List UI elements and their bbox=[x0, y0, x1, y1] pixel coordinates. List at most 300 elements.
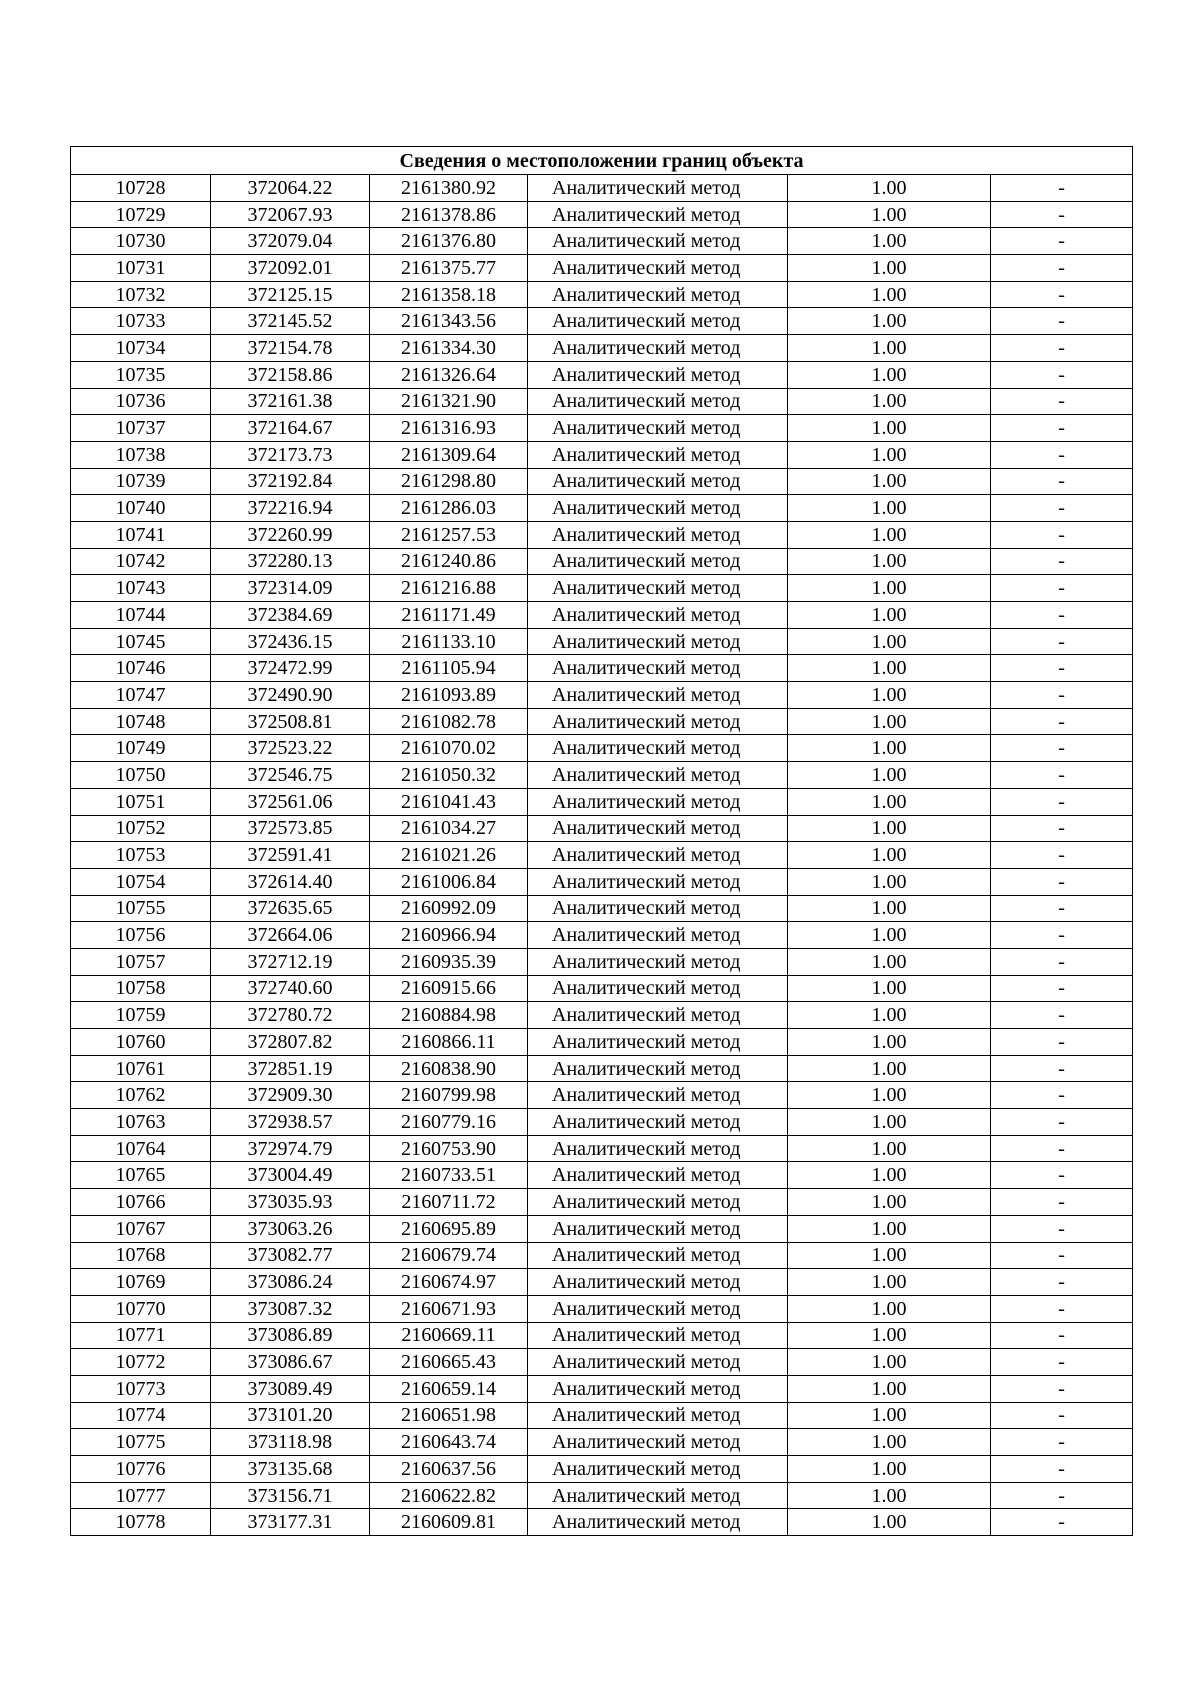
point-number-cell: 10770 bbox=[71, 1295, 211, 1322]
method-cell: Аналитический метод bbox=[528, 1429, 788, 1456]
point-number-cell: 10775 bbox=[71, 1429, 211, 1456]
table-row bbox=[71, 228, 1133, 255]
point-number-cell: 10762 bbox=[71, 1082, 211, 1109]
y-coordinate-cell: 2160966.94 bbox=[370, 922, 528, 949]
table-row bbox=[71, 1002, 1133, 1029]
accuracy-cell: 1.00 bbox=[788, 361, 991, 388]
description-cell: - bbox=[991, 1349, 1133, 1376]
point-number-cell: 10732 bbox=[71, 281, 211, 308]
point-number-cell: 10753 bbox=[71, 842, 211, 869]
table-row bbox=[71, 175, 1133, 202]
x-coordinate-cell: 372216.94 bbox=[211, 495, 370, 522]
method-cell: Аналитический метод bbox=[528, 922, 788, 949]
accuracy-cell: 1.00 bbox=[788, 281, 991, 308]
point-number-cell: 10735 bbox=[71, 361, 211, 388]
description-cell: - bbox=[991, 495, 1133, 522]
method-cell: Аналитический метод bbox=[528, 308, 788, 335]
method-cell: Аналитический метод bbox=[528, 1215, 788, 1242]
method-cell: Аналитический метод bbox=[528, 708, 788, 735]
table-body bbox=[71, 175, 1133, 1536]
x-coordinate-cell: 372635.65 bbox=[211, 895, 370, 922]
method-cell: Аналитический метод bbox=[528, 1029, 788, 1056]
description-cell: - bbox=[991, 788, 1133, 815]
table-row bbox=[71, 281, 1133, 308]
description-cell: - bbox=[991, 1242, 1133, 1269]
point-number-cell: 10754 bbox=[71, 868, 211, 895]
x-coordinate-cell: 373004.49 bbox=[211, 1162, 370, 1189]
y-coordinate-cell: 2160671.93 bbox=[370, 1295, 528, 1322]
point-number-cell: 10744 bbox=[71, 602, 211, 629]
point-number-cell: 10771 bbox=[71, 1322, 211, 1349]
table-row bbox=[71, 415, 1133, 442]
y-coordinate-cell: 2161380.92 bbox=[370, 175, 528, 202]
method-cell: Аналитический метод bbox=[528, 521, 788, 548]
description-cell: - bbox=[991, 1215, 1133, 1242]
point-number-cell: 10751 bbox=[71, 788, 211, 815]
point-number-cell: 10778 bbox=[71, 1509, 211, 1536]
description-cell: - bbox=[991, 1189, 1133, 1216]
table-row bbox=[71, 602, 1133, 629]
description-cell: - bbox=[991, 1402, 1133, 1429]
point-number-cell: 10763 bbox=[71, 1109, 211, 1136]
accuracy-cell: 1.00 bbox=[788, 948, 991, 975]
description-cell: - bbox=[991, 948, 1133, 975]
method-cell: Аналитический метод bbox=[528, 415, 788, 442]
description-cell: - bbox=[991, 521, 1133, 548]
method-cell: Аналитический метод bbox=[528, 1322, 788, 1349]
table-row bbox=[71, 1162, 1133, 1189]
x-coordinate-cell: 372712.19 bbox=[211, 948, 370, 975]
description-cell: - bbox=[991, 842, 1133, 869]
point-number-cell: 10767 bbox=[71, 1215, 211, 1242]
description-cell: - bbox=[991, 1509, 1133, 1536]
table-row bbox=[71, 1215, 1133, 1242]
y-coordinate-cell: 2161216.88 bbox=[370, 575, 528, 602]
accuracy-cell: 1.00 bbox=[788, 228, 991, 255]
y-coordinate-cell: 2161041.43 bbox=[370, 788, 528, 815]
description-cell: - bbox=[991, 468, 1133, 495]
accuracy-cell: 1.00 bbox=[788, 388, 991, 415]
table-row bbox=[71, 468, 1133, 495]
description-cell: - bbox=[991, 1429, 1133, 1456]
point-number-cell: 10777 bbox=[71, 1482, 211, 1509]
x-coordinate-cell: 372909.30 bbox=[211, 1082, 370, 1109]
y-coordinate-cell: 2161375.77 bbox=[370, 255, 528, 282]
method-cell: Аналитический метод bbox=[528, 1002, 788, 1029]
x-coordinate-cell: 372851.19 bbox=[211, 1055, 370, 1082]
x-coordinate-cell: 372067.93 bbox=[211, 201, 370, 228]
description-cell: - bbox=[991, 1082, 1133, 1109]
x-coordinate-cell: 373089.49 bbox=[211, 1375, 370, 1402]
point-number-cell: 10765 bbox=[71, 1162, 211, 1189]
accuracy-cell: 1.00 bbox=[788, 1349, 991, 1376]
point-number-cell: 10747 bbox=[71, 682, 211, 709]
point-number-cell: 10764 bbox=[71, 1135, 211, 1162]
y-coordinate-cell: 2161171.49 bbox=[370, 602, 528, 629]
accuracy-cell: 1.00 bbox=[788, 1215, 991, 1242]
table-row bbox=[71, 735, 1133, 762]
y-coordinate-cell: 2160866.11 bbox=[370, 1029, 528, 1056]
method-cell: Аналитический метод bbox=[528, 602, 788, 629]
accuracy-cell: 1.00 bbox=[788, 602, 991, 629]
y-coordinate-cell: 2160935.39 bbox=[370, 948, 528, 975]
accuracy-cell: 1.00 bbox=[788, 1055, 991, 1082]
x-coordinate-cell: 372314.09 bbox=[211, 575, 370, 602]
table-row bbox=[71, 895, 1133, 922]
x-coordinate-cell: 372260.99 bbox=[211, 521, 370, 548]
y-coordinate-cell: 2161082.78 bbox=[370, 708, 528, 735]
table-title-row bbox=[71, 147, 1133, 175]
table-row bbox=[71, 842, 1133, 869]
accuracy-cell: 1.00 bbox=[788, 1375, 991, 1402]
table-row bbox=[71, 575, 1133, 602]
y-coordinate-cell: 2160679.74 bbox=[370, 1242, 528, 1269]
description-cell: - bbox=[991, 762, 1133, 789]
x-coordinate-cell: 372164.67 bbox=[211, 415, 370, 442]
table-row bbox=[71, 788, 1133, 815]
point-number-cell: 10745 bbox=[71, 628, 211, 655]
description-cell: - bbox=[991, 922, 1133, 949]
method-cell: Аналитический метод bbox=[528, 1509, 788, 1536]
accuracy-cell: 1.00 bbox=[788, 1162, 991, 1189]
table-row bbox=[71, 1402, 1133, 1429]
point-number-cell: 10736 bbox=[71, 388, 211, 415]
method-cell: Аналитический метод bbox=[528, 1402, 788, 1429]
y-coordinate-cell: 2160665.43 bbox=[370, 1349, 528, 1376]
y-coordinate-cell: 2161133.10 bbox=[370, 628, 528, 655]
table-row bbox=[71, 1429, 1133, 1456]
y-coordinate-cell: 2160711.72 bbox=[370, 1189, 528, 1216]
description-cell: - bbox=[991, 708, 1133, 735]
table-row bbox=[71, 762, 1133, 789]
accuracy-cell: 1.00 bbox=[788, 1189, 991, 1216]
point-number-cell: 10728 bbox=[71, 175, 211, 202]
accuracy-cell: 1.00 bbox=[788, 735, 991, 762]
method-cell: Аналитический метод bbox=[528, 1482, 788, 1509]
method-cell: Аналитический метод bbox=[528, 1375, 788, 1402]
point-number-cell: 10769 bbox=[71, 1269, 211, 1296]
description-cell: - bbox=[991, 815, 1133, 842]
method-cell: Аналитический метод bbox=[528, 281, 788, 308]
point-number-cell: 10730 bbox=[71, 228, 211, 255]
y-coordinate-cell: 2160915.66 bbox=[370, 975, 528, 1002]
y-coordinate-cell: 2161105.94 bbox=[370, 655, 528, 682]
x-coordinate-cell: 372092.01 bbox=[211, 255, 370, 282]
description-cell: - bbox=[991, 175, 1133, 202]
table-row bbox=[71, 708, 1133, 735]
method-cell: Аналитический метод bbox=[528, 1055, 788, 1082]
x-coordinate-cell: 372508.81 bbox=[211, 708, 370, 735]
point-number-cell: 10740 bbox=[71, 495, 211, 522]
method-cell: Аналитический метод bbox=[528, 735, 788, 762]
point-number-cell: 10729 bbox=[71, 201, 211, 228]
point-number-cell: 10738 bbox=[71, 441, 211, 468]
point-number-cell: 10737 bbox=[71, 415, 211, 442]
point-number-cell: 10768 bbox=[71, 1242, 211, 1269]
accuracy-cell: 1.00 bbox=[788, 868, 991, 895]
y-coordinate-cell: 2161343.56 bbox=[370, 308, 528, 335]
x-coordinate-cell: 373082.77 bbox=[211, 1242, 370, 1269]
table-row bbox=[71, 655, 1133, 682]
point-number-cell: 10773 bbox=[71, 1375, 211, 1402]
x-coordinate-cell: 372573.85 bbox=[211, 815, 370, 842]
table-row bbox=[71, 1109, 1133, 1136]
point-number-cell: 10739 bbox=[71, 468, 211, 495]
x-coordinate-cell: 373035.93 bbox=[211, 1189, 370, 1216]
method-cell: Аналитический метод bbox=[528, 815, 788, 842]
point-number-cell: 10759 bbox=[71, 1002, 211, 1029]
description-cell: - bbox=[991, 281, 1133, 308]
table-row bbox=[71, 201, 1133, 228]
y-coordinate-cell: 2160643.74 bbox=[370, 1429, 528, 1456]
method-cell: Аналитический метод bbox=[528, 1295, 788, 1322]
x-coordinate-cell: 373086.89 bbox=[211, 1322, 370, 1349]
accuracy-cell: 1.00 bbox=[788, 415, 991, 442]
x-coordinate-cell: 372192.84 bbox=[211, 468, 370, 495]
y-coordinate-cell: 2160651.98 bbox=[370, 1402, 528, 1429]
accuracy-cell: 1.00 bbox=[788, 762, 991, 789]
y-coordinate-cell: 2161309.64 bbox=[370, 441, 528, 468]
accuracy-cell: 1.00 bbox=[788, 548, 991, 575]
description-cell: - bbox=[991, 1322, 1133, 1349]
y-coordinate-cell: 2160733.51 bbox=[370, 1162, 528, 1189]
point-number-cell: 10760 bbox=[71, 1029, 211, 1056]
y-coordinate-cell: 2161316.93 bbox=[370, 415, 528, 442]
table-row bbox=[71, 1482, 1133, 1509]
y-coordinate-cell: 2161376.80 bbox=[370, 228, 528, 255]
description-cell: - bbox=[991, 388, 1133, 415]
accuracy-cell: 1.00 bbox=[788, 1456, 991, 1483]
y-coordinate-cell: 2161240.86 bbox=[370, 548, 528, 575]
y-coordinate-cell: 2160669.11 bbox=[370, 1322, 528, 1349]
accuracy-cell: 1.00 bbox=[788, 201, 991, 228]
y-coordinate-cell: 2160695.89 bbox=[370, 1215, 528, 1242]
y-coordinate-cell: 2161034.27 bbox=[370, 815, 528, 842]
table-title: Сведения о местоположении границ объекта bbox=[71, 147, 1133, 175]
x-coordinate-cell: 373156.71 bbox=[211, 1482, 370, 1509]
x-coordinate-cell: 372614.40 bbox=[211, 868, 370, 895]
y-coordinate-cell: 2161050.32 bbox=[370, 762, 528, 789]
method-cell: Аналитический метод bbox=[528, 575, 788, 602]
point-number-cell: 10761 bbox=[71, 1055, 211, 1082]
y-coordinate-cell: 2161298.80 bbox=[370, 468, 528, 495]
accuracy-cell: 1.00 bbox=[788, 1269, 991, 1296]
method-cell: Аналитический метод bbox=[528, 655, 788, 682]
accuracy-cell: 1.00 bbox=[788, 1322, 991, 1349]
description-cell: - bbox=[991, 868, 1133, 895]
x-coordinate-cell: 372561.06 bbox=[211, 788, 370, 815]
accuracy-cell: 1.00 bbox=[788, 1109, 991, 1136]
x-coordinate-cell: 372546.75 bbox=[211, 762, 370, 789]
x-coordinate-cell: 372807.82 bbox=[211, 1029, 370, 1056]
description-cell: - bbox=[991, 1375, 1133, 1402]
point-number-cell: 10758 bbox=[71, 975, 211, 1002]
accuracy-cell: 1.00 bbox=[788, 655, 991, 682]
accuracy-cell: 1.00 bbox=[788, 1029, 991, 1056]
x-coordinate-cell: 372173.73 bbox=[211, 441, 370, 468]
x-coordinate-cell: 373135.68 bbox=[211, 1456, 370, 1483]
accuracy-cell: 1.00 bbox=[788, 682, 991, 709]
accuracy-cell: 1.00 bbox=[788, 255, 991, 282]
table-row bbox=[71, 1189, 1133, 1216]
y-coordinate-cell: 2161326.64 bbox=[370, 361, 528, 388]
point-number-cell: 10772 bbox=[71, 1349, 211, 1376]
point-number-cell: 10774 bbox=[71, 1402, 211, 1429]
table-row bbox=[71, 975, 1133, 1002]
y-coordinate-cell: 2160622.82 bbox=[370, 1482, 528, 1509]
description-cell: - bbox=[991, 1482, 1133, 1509]
description-cell: - bbox=[991, 1269, 1133, 1296]
y-coordinate-cell: 2161378.86 bbox=[370, 201, 528, 228]
description-cell: - bbox=[991, 1109, 1133, 1136]
x-coordinate-cell: 372472.99 bbox=[211, 655, 370, 682]
point-number-cell: 10731 bbox=[71, 255, 211, 282]
x-coordinate-cell: 372161.38 bbox=[211, 388, 370, 415]
accuracy-cell: 1.00 bbox=[788, 441, 991, 468]
table-row bbox=[71, 948, 1133, 975]
x-coordinate-cell: 372154.78 bbox=[211, 335, 370, 362]
description-cell: - bbox=[991, 201, 1133, 228]
table-row bbox=[71, 308, 1133, 335]
accuracy-cell: 1.00 bbox=[788, 575, 991, 602]
description-cell: - bbox=[991, 335, 1133, 362]
method-cell: Аналитический метод bbox=[528, 1242, 788, 1269]
x-coordinate-cell: 372740.60 bbox=[211, 975, 370, 1002]
accuracy-cell: 1.00 bbox=[788, 1002, 991, 1029]
x-coordinate-cell: 372145.52 bbox=[211, 308, 370, 335]
x-coordinate-cell: 372664.06 bbox=[211, 922, 370, 949]
accuracy-cell: 1.00 bbox=[788, 175, 991, 202]
description-cell: - bbox=[991, 682, 1133, 709]
method-cell: Аналитический метод bbox=[528, 762, 788, 789]
description-cell: - bbox=[991, 415, 1133, 442]
description-cell: - bbox=[991, 975, 1133, 1002]
x-coordinate-cell: 372436.15 bbox=[211, 628, 370, 655]
table-row bbox=[71, 1322, 1133, 1349]
method-cell: Аналитический метод bbox=[528, 361, 788, 388]
method-cell: Аналитический метод bbox=[528, 1135, 788, 1162]
table-row bbox=[71, 1029, 1133, 1056]
boundary-coordinates-table bbox=[70, 146, 1133, 1536]
accuracy-cell: 1.00 bbox=[788, 1082, 991, 1109]
point-number-cell: 10749 bbox=[71, 735, 211, 762]
accuracy-cell: 1.00 bbox=[788, 628, 991, 655]
table-row bbox=[71, 1295, 1133, 1322]
table-row bbox=[71, 1055, 1133, 1082]
x-coordinate-cell: 372280.13 bbox=[211, 548, 370, 575]
point-number-cell: 10748 bbox=[71, 708, 211, 735]
y-coordinate-cell: 2160609.81 bbox=[370, 1509, 528, 1536]
x-coordinate-cell: 372490.90 bbox=[211, 682, 370, 709]
table-row bbox=[71, 495, 1133, 522]
table-row bbox=[71, 441, 1133, 468]
table-row bbox=[71, 868, 1133, 895]
point-number-cell: 10755 bbox=[71, 895, 211, 922]
point-number-cell: 10742 bbox=[71, 548, 211, 575]
accuracy-cell: 1.00 bbox=[788, 308, 991, 335]
description-cell: - bbox=[991, 1135, 1133, 1162]
x-coordinate-cell: 372974.79 bbox=[211, 1135, 370, 1162]
table-row bbox=[71, 1509, 1133, 1536]
description-cell: - bbox=[991, 548, 1133, 575]
description-cell: - bbox=[991, 228, 1133, 255]
method-cell: Аналитический метод bbox=[528, 1162, 788, 1189]
method-cell: Аналитический метод bbox=[528, 895, 788, 922]
description-cell: - bbox=[991, 602, 1133, 629]
x-coordinate-cell: 372523.22 bbox=[211, 735, 370, 762]
x-coordinate-cell: 372384.69 bbox=[211, 602, 370, 629]
point-number-cell: 10766 bbox=[71, 1189, 211, 1216]
method-cell: Аналитический метод bbox=[528, 468, 788, 495]
description-cell: - bbox=[991, 628, 1133, 655]
method-cell: Аналитический метод bbox=[528, 335, 788, 362]
y-coordinate-cell: 2160674.97 bbox=[370, 1269, 528, 1296]
method-cell: Аналитический метод bbox=[528, 548, 788, 575]
accuracy-cell: 1.00 bbox=[788, 922, 991, 949]
accuracy-cell: 1.00 bbox=[788, 895, 991, 922]
y-coordinate-cell: 2161070.02 bbox=[370, 735, 528, 762]
accuracy-cell: 1.00 bbox=[788, 975, 991, 1002]
description-cell: - bbox=[991, 895, 1133, 922]
table-row bbox=[71, 335, 1133, 362]
method-cell: Аналитический метод bbox=[528, 175, 788, 202]
description-cell: - bbox=[991, 441, 1133, 468]
point-number-cell: 10750 bbox=[71, 762, 211, 789]
method-cell: Аналитический метод bbox=[528, 388, 788, 415]
method-cell: Аналитический метод bbox=[528, 948, 788, 975]
accuracy-cell: 1.00 bbox=[788, 1295, 991, 1322]
y-coordinate-cell: 2161093.89 bbox=[370, 682, 528, 709]
method-cell: Аналитический метод bbox=[528, 842, 788, 869]
x-coordinate-cell: 373063.26 bbox=[211, 1215, 370, 1242]
y-coordinate-cell: 2161358.18 bbox=[370, 281, 528, 308]
table-row bbox=[71, 682, 1133, 709]
accuracy-cell: 1.00 bbox=[788, 468, 991, 495]
table-row bbox=[71, 628, 1133, 655]
table-row bbox=[71, 1082, 1133, 1109]
description-cell: - bbox=[991, 308, 1133, 335]
description-cell: - bbox=[991, 1029, 1133, 1056]
accuracy-cell: 1.00 bbox=[788, 815, 991, 842]
x-coordinate-cell: 372938.57 bbox=[211, 1109, 370, 1136]
point-number-cell: 10734 bbox=[71, 335, 211, 362]
description-cell: - bbox=[991, 1055, 1133, 1082]
accuracy-cell: 1.00 bbox=[788, 708, 991, 735]
point-number-cell: 10776 bbox=[71, 1456, 211, 1483]
table-row bbox=[71, 1269, 1133, 1296]
y-coordinate-cell: 2160992.09 bbox=[370, 895, 528, 922]
method-cell: Аналитический метод bbox=[528, 868, 788, 895]
y-coordinate-cell: 2160884.98 bbox=[370, 1002, 528, 1029]
method-cell: Аналитический метод bbox=[528, 1269, 788, 1296]
accuracy-cell: 1.00 bbox=[788, 1429, 991, 1456]
x-coordinate-cell: 372591.41 bbox=[211, 842, 370, 869]
description-cell: - bbox=[991, 575, 1133, 602]
method-cell: Аналитический метод bbox=[528, 1189, 788, 1216]
y-coordinate-cell: 2160753.90 bbox=[370, 1135, 528, 1162]
accuracy-cell: 1.00 bbox=[788, 521, 991, 548]
accuracy-cell: 1.00 bbox=[788, 788, 991, 815]
accuracy-cell: 1.00 bbox=[788, 1135, 991, 1162]
description-cell: - bbox=[991, 361, 1133, 388]
point-number-cell: 10746 bbox=[71, 655, 211, 682]
y-coordinate-cell: 2160659.14 bbox=[370, 1375, 528, 1402]
method-cell: Аналитический метод bbox=[528, 1082, 788, 1109]
method-cell: Аналитический метод bbox=[528, 788, 788, 815]
method-cell: Аналитический метод bbox=[528, 441, 788, 468]
table-row bbox=[71, 255, 1133, 282]
point-number-cell: 10752 bbox=[71, 815, 211, 842]
